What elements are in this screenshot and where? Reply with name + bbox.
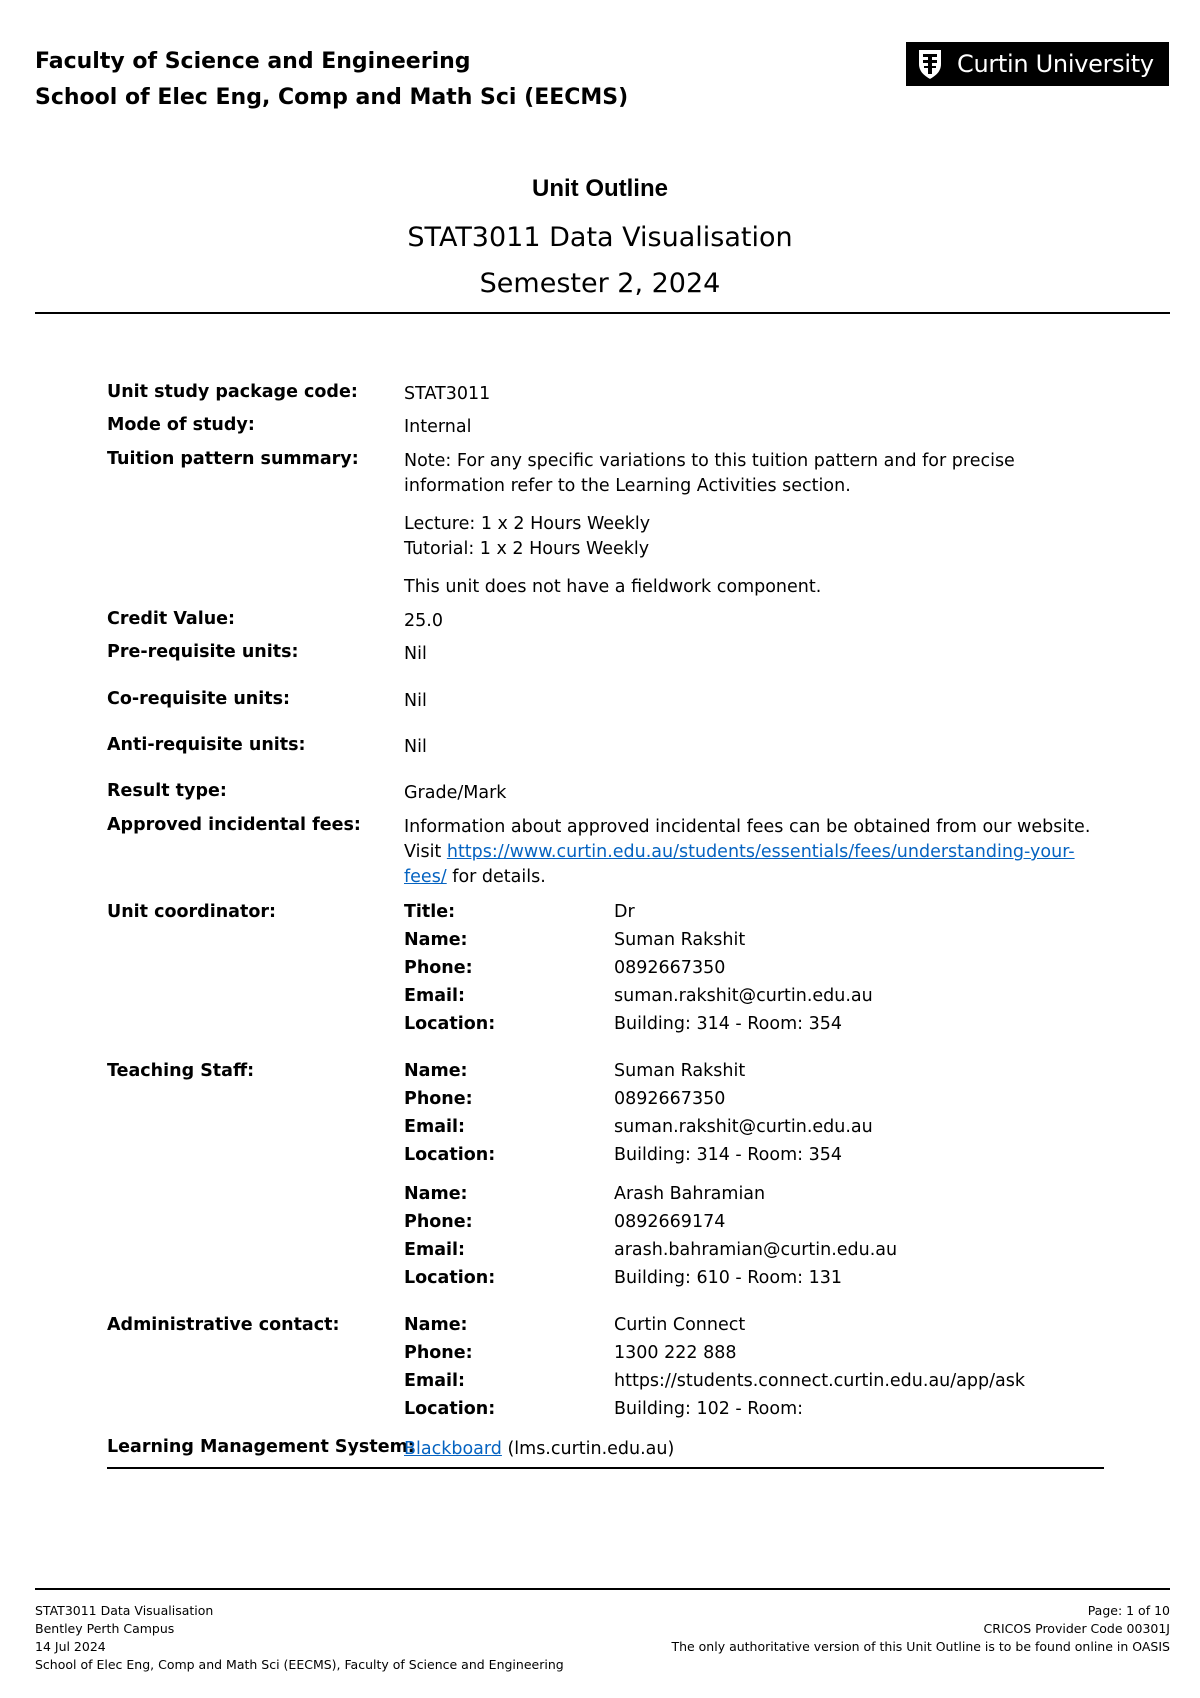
contact-label: Email: <box>404 1240 465 1260</box>
footer-date: 14 Jul 2024 <box>35 1639 106 1654</box>
divider <box>107 1467 1104 1469</box>
staff-phone: 0892667350 <box>614 1089 726 1109</box>
contact-label: Title: <box>404 902 456 922</box>
divider <box>35 312 1170 314</box>
coordinator-name: Suman Rakshit <box>614 930 746 950</box>
field-value: Nil <box>404 691 427 711</box>
cricos-code: CRICOS Provider Code 00301J <box>983 1621 1170 1636</box>
staff-name: Arash Bahramian <box>614 1184 766 1204</box>
footer-campus: Bentley Perth Campus <box>35 1621 175 1636</box>
authoritative-note: The only authoritative version of this Unit Outline is to be found online in OASIS <box>671 1639 1170 1654</box>
admin-location: Building: 102 - Room: <box>614 1399 804 1419</box>
contact-label: Name: <box>404 1315 468 1335</box>
tuition-note: Note: For any specific variations to this tuition pattern and for precise information refer to the Learning Activities section. <box>404 451 1015 496</box>
coordinator-email: suman.rakshit@curtin.edu.au <box>614 986 873 1006</box>
faculty-name: Faculty of Science and Engineering <box>35 49 471 74</box>
coordinator-location: Building: 314 - Room: 354 <box>614 1014 842 1034</box>
field-label: Unit study package code: <box>107 382 358 402</box>
footer-unit: STAT3011 Data Visualisation <box>35 1603 214 1618</box>
field-label: Teaching Staff: <box>107 1061 255 1081</box>
admin-phone: 1300 222 888 <box>614 1343 737 1363</box>
staff-location: Building: 314 - Room: 354 <box>614 1145 842 1165</box>
semester: Semester 2, 2024 <box>479 268 721 299</box>
staff-location: Building: 610 - Room: 131 <box>614 1268 842 1288</box>
field-value: Nil <box>404 737 427 757</box>
fees-link[interactable]: https://www.curtin.edu.au/students/essentials/fees/understanding-your-fees/ <box>404 842 1075 887</box>
contact-label: Email: <box>404 1371 465 1391</box>
field-label: Administrative contact: <box>107 1315 340 1335</box>
staff-name: Suman Rakshit <box>614 1061 746 1081</box>
field-value: Nil <box>404 644 427 664</box>
tuition-fieldwork: This unit does not have a fieldwork component. <box>404 577 822 597</box>
tuition-lecture: Lecture: 1 x 2 Hours Weekly <box>404 514 651 534</box>
field-label: Tuition pattern summary: <box>107 449 359 469</box>
school-name: School of Elec Eng, Comp and Math Sci (EECMS) <box>35 85 629 110</box>
tuition-tutorial: Tutorial: 1 x 2 Hours Weekly <box>404 539 650 559</box>
field-label: Credit Value: <box>107 609 236 629</box>
admin-email: https://students.connect.curtin.edu.au/app/ask <box>614 1371 1025 1391</box>
lms-domain: (lms.curtin.edu.au) <box>501 1439 675 1459</box>
field-value: 25.0 <box>404 611 443 631</box>
blackboard-link[interactable]: Blackboard <box>404 1439 502 1459</box>
field-label: Approved incidental fees: <box>107 815 361 835</box>
logo-text: Curtin University <box>957 50 1154 78</box>
page-number: Page: 1 of 10 <box>1087 1603 1170 1618</box>
footer-right <box>671 1602 1170 1656</box>
field-label: Anti-requisite units: <box>107 735 306 755</box>
fees-value <box>404 815 1104 890</box>
contact-label: Location: <box>404 1268 496 1288</box>
field-value: STAT3011 <box>404 384 491 404</box>
contact-label: Location: <box>404 1145 496 1165</box>
admin-name: Curtin Connect <box>614 1315 746 1335</box>
contact-label: Location: <box>404 1014 496 1034</box>
coordinator-phone: 0892667350 <box>614 958 726 978</box>
doc-title: Unit Outline <box>532 175 668 202</box>
field-label: Mode of study: <box>107 415 255 435</box>
contact-label: Phone: <box>404 1343 473 1363</box>
field-value: Internal <box>404 417 472 437</box>
lms-value <box>404 1437 1104 1462</box>
footer-divider <box>35 1588 1170 1590</box>
contact-label: Email: <box>404 986 465 1006</box>
contact-label: Phone: <box>404 958 473 978</box>
coordinator-title: Dr <box>614 902 635 922</box>
footer-school: School of Elec Eng, Comp and Math Sci (EECMS), Faculty of Science and Engineering <box>35 1657 564 1672</box>
curtin-logo <box>906 42 1169 86</box>
field-label: Pre-requisite units: <box>107 642 299 662</box>
field-label: Result type: <box>107 781 227 801</box>
contact-label: Name: <box>404 1061 468 1081</box>
footer-left <box>35 1602 564 1674</box>
staff-phone: 0892669174 <box>614 1212 726 1232</box>
contact-label: Location: <box>404 1399 496 1419</box>
staff-email: arash.bahramian@curtin.edu.au <box>614 1240 898 1260</box>
shield-crest-icon <box>917 48 943 80</box>
contact-label: Name: <box>404 930 468 950</box>
faculty-header <box>35 44 628 116</box>
contact-label: Email: <box>404 1117 465 1137</box>
contact-label: Phone: <box>404 1089 473 1109</box>
contact-label: Phone: <box>404 1212 473 1232</box>
fees-text: Information about approved incidental fees can be obtained from our website. Visit <box>404 817 1091 862</box>
staff-email: suman.rakshit@curtin.edu.au <box>614 1117 873 1137</box>
field-label: Learning Management System: <box>107 1437 415 1457</box>
contact-label: Name: <box>404 1184 468 1204</box>
fees-text-end: for details. <box>446 867 546 887</box>
field-value: Grade/Mark <box>404 783 507 803</box>
field-label: Co-requisite units: <box>107 689 291 709</box>
unit-name: STAT3011 Data Visualisation <box>407 222 793 253</box>
field-label: Unit coordinator: <box>107 902 276 922</box>
